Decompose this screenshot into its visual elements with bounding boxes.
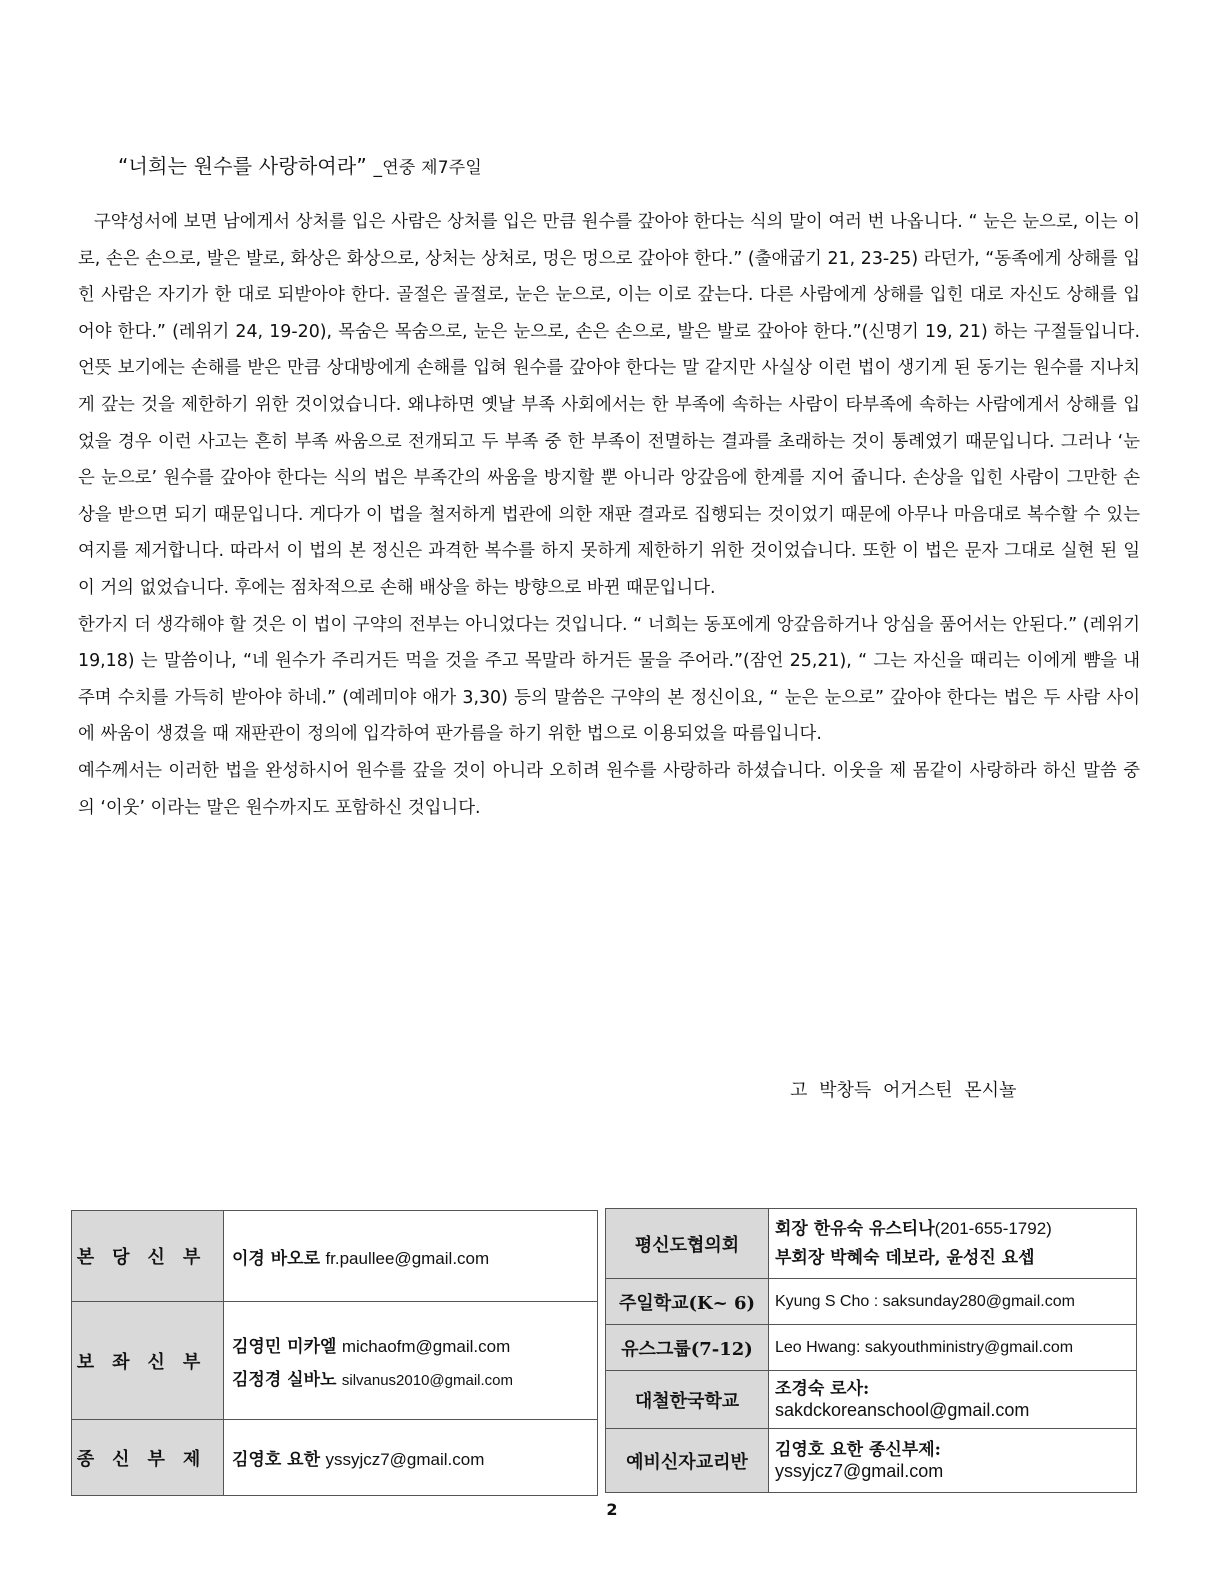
assistant2-name: 김정경 실바노 <box>232 1369 337 1390</box>
title-main: “너희는 원수를 사랑하여라” <box>118 154 367 178</box>
deacon-contact <box>224 1420 598 1496</box>
author-signature: 고 박창득 어거스틴 몬시뇰 <box>790 1080 1017 1101</box>
youth-group-label: 유스그룹(7-12) <box>606 1325 769 1371</box>
catechumen-email[interactable]: yssyjcz7@gmail.com <box>775 1460 944 1481</box>
sunday-school-label: 주일학교(K~ 6) <box>606 1279 769 1325</box>
council-vice-presidents: 부회장 박혜숙 데보라, 윤성진 요셉 <box>775 1248 1035 1268</box>
catechumen-name: 김영호 요한 종신부제: <box>775 1439 941 1460</box>
korean-school-label: 대철한국학교 <box>606 1371 769 1429</box>
deacon-email[interactable]: yssyjcz7@gmail.com <box>325 1450 485 1469</box>
deacon-name: 김영호 요한 <box>232 1450 321 1470</box>
paragraph-1: 구약성서에 보면 남에게서 상처를 입은 사람은 상처를 입은 만큼 원수를 갚아야 한다는 식의 말이 여러 번 나옵니다. “ 눈은 눈으로, 이는 이로, 손은 손으로, 발은 발로, 화상은 화상으로, 상처는 상처로, 멍은 멍으로 갚아야 한다.” (출애굽기 21, 23-25) 라던가, “동족에게 상해를 입힌 사람은 자기가 한 대로 되받아야 한다. 골절은 골절로, 눈은 눈으로, 이는 이로 갚는다. 다른 사람에게 상해를 입힌 대로 자신도 상해를 입어야 한다.” (레위기 24, 19-20), 목숨은 목숨으로, 눈은 눈으로, 손은 손으로, 발은 발로 갚아야 한다.”(신명기 19, 21) 하는 구절들입니다. 언뜻 보기에는 손해를 받은 만큼 상대방에게 손해를 입혀 원수를 갚아야 한다는 말 같지만 사실상 이런 법이 생기게 된 동기는 원수를 지나치게 갚는 것을 제한하기 위한 것이었습니다. 왜냐하면 옛날 부족 사회에서는 한 부족에 속하는 사람이 타부족에 속하는 사람에게서 상해를 입었을 경우 이런 사고는 흔히 부족 싸움으로 전개되고 두 부족 중 한 부족이 전멸하는 결과를 초래하는 것이 통례였기 때문입니다. 그러나 ‘눈은 눈으로’ 원수를 갚아야 한다는 식의 법은 부족간의 싸움을 방지할 뿐 아니라 앙갚음에 한계를 지어 줍니다. 손상을 입힌 사람이 그만한 손상을 받으면 되기 때문입니다. 게다가 이 법을 철저하게 법관에 의한 재판 결과로 집행되는 것이었기 때문에 아무나 마음대로 복수할 수 있는 여지를 제거합니다. 따라서 이 법의 본 정신은 과격한 복수를 하지 못하게 제한하기 위한 것이었습니다. 또한 이 법은 문자 그대로 실현 된 일이 거의 없었습니다. 후에는 점차적으로 손해 배상을 하는 방향으로 바뀐 때문입니다. <box>78 212 1141 598</box>
clergy-table <box>71 1210 598 1496</box>
assistant1-email[interactable]: michaofm@gmail.com <box>341 1336 511 1356</box>
table-row <box>72 1302 598 1420</box>
table-row <box>72 1420 598 1496</box>
assistant1-name: 김영민 미카엘 <box>232 1336 337 1357</box>
pastor-label: 본당신부 <box>72 1211 224 1302</box>
youth-group-contact[interactable]: Leo Hwang: sakyouthministry@gmail.com <box>769 1325 1137 1371</box>
table-row <box>606 1279 1137 1325</box>
ministry-table <box>605 1208 1137 1493</box>
article-body <box>78 204 1140 826</box>
deacon-label: 종신부제 <box>72 1420 224 1496</box>
table-row <box>606 1429 1137 1493</box>
council-label: 평신도협의회 <box>606 1209 769 1279</box>
pastor-email[interactable]: fr.paullee@gmail.com <box>325 1248 490 1268</box>
table-row <box>72 1211 598 1302</box>
korean-school-email[interactable]: sakdckoreanschool@gmail.com <box>775 1399 1030 1420</box>
catechumen-contact <box>769 1429 1137 1493</box>
table-row <box>606 1371 1137 1429</box>
sunday-school-contact[interactable]: Kyung S Cho : saksunday280@gmail.com <box>769 1279 1137 1325</box>
table-row <box>606 1209 1137 1279</box>
council-phone: (201-655-1792) <box>934 1219 1052 1238</box>
korean-school-name: 조경숙 로사: <box>775 1378 870 1399</box>
paragraph-3: 예수께서는 이러한 법을 완성하시어 원수를 갚을 것이 아니라 오히려 원수를 사랑하라 하셨습니다. 이웃을 제 몸같이 사랑하라 하신 말씀 중의 ‘이웃’ 이라는 말은 원수까지도 포함하신 것입니다. <box>78 760 1140 818</box>
page-number: 2 <box>606 1500 618 1519</box>
assistant2-email[interactable]: silvanus2010@gmail.com <box>341 1371 513 1389</box>
paragraph-2: 한가지 더 생각해야 할 것은 이 법이 구약의 전부는 아니었다는 것입니다. “ 너희는 동포에게 앙갚음하거나 앙심을 품어서는 안된다.” (레위기 19,18) 는 말씀이나, “네 원수가 주리거든 먹을 것을 주고 목말라 하거든 물을 주어라.”(잠언 25,21), “ 그는 자신을 때리는 이에게 뺨을 내 주며 수치를 가득히 받아야 하네.” (예레미야 애가 3,30) 등의 말씀은 구약의 본 정신이요, “ 눈은 눈으로” 갚아야 한다는 법은 두 사람 사이에 싸움이 생겼을 때 재판관이 정의에 입각하여 판가름을 하기 위한 법으로 이용되었을 따름입니다. <box>78 614 1140 745</box>
assistant-label: 보좌신부 <box>72 1302 224 1420</box>
assistant-contact <box>224 1302 598 1420</box>
council-contact <box>769 1209 1137 1279</box>
title-subtitle: _연중 제7주일 <box>373 158 482 178</box>
korean-school-contact <box>769 1371 1137 1429</box>
council-president: 회장 한유숙 유스티나 <box>775 1219 935 1239</box>
table-row <box>606 1325 1137 1371</box>
pastor-name: 이경 바오로 <box>232 1248 321 1269</box>
pastor-contact <box>224 1211 598 1302</box>
catechumen-label: 예비신자교리반 <box>606 1429 769 1493</box>
article-title <box>118 150 482 179</box>
